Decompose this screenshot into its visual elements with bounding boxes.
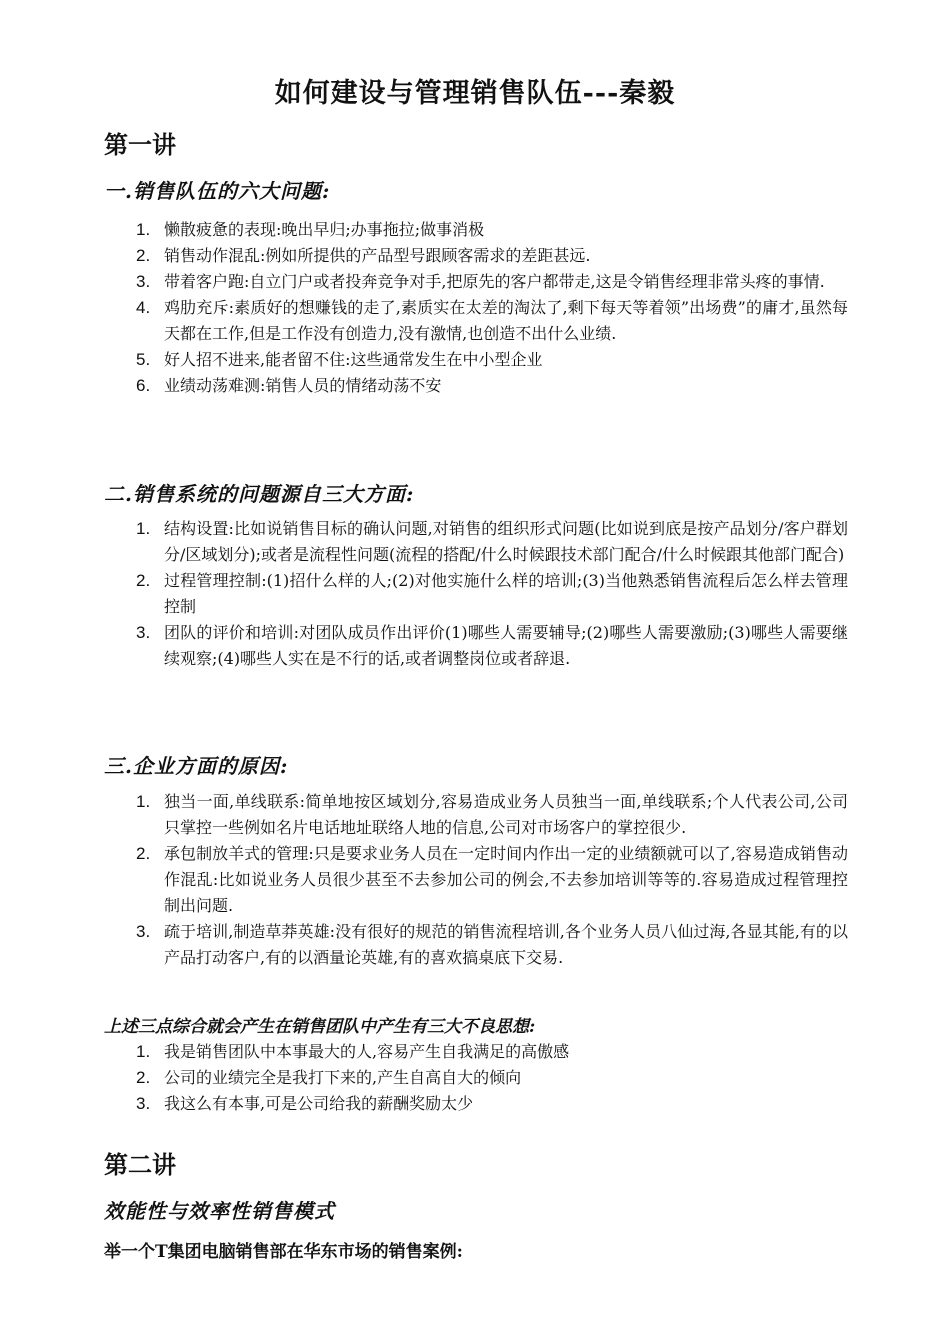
list-item: 3. 我这么有本事,可是公司给我的薪酬奖励太少 [136,1094,474,1113]
list-item: 1. 懒散疲惫的表现:晚出早归;办事拖拉;做事消极 [136,220,485,239]
list-item: 2. 过程管理控制:(1)招什么样的人;(2)对他实施什么样的培训;(3)当他熟悉销售流程后怎么样去管理控制 [136,571,848,616]
list-item: 2. 销售动作混乱:例如所提供的产品型号跟顾客需求的差距甚远. [136,246,591,265]
lecture-2-heading: 第二讲 [104,1150,176,1179]
section-1-heading: 一.销售队伍的六大问题: [104,179,331,203]
section-1-list [136,217,848,399]
list-item: 1. 结构设置:比如说销售目标的确认问题,对销售的组织形式问题(比如说到底是按产品划分/客户群划分/区域划分);或者是流程性问题(流程的搭配/什么时候跟技术部门配合/什么时候跟其他部门配合) [136,519,848,564]
section-3-list [136,789,848,971]
lecture-2-subtitle: 效能性与效率性销售模式 [104,1199,335,1223]
list-item: 3. 疏于培训,制造草莽英雄:没有很好的规范的销售流程培训,各个业务人员八仙过海,各显其能,有的以产品打动客户,有的以酒量论英雄,有的喜欢搞桌底下交易. [136,922,848,967]
list-item: 4. 鸡肋充斥:素质好的想赚钱的走了,素质实在太差的淘汰了,剩下每天等着领”出场费”的庸才,虽然每天都在工作,但是工作没有创造力,没有激情,也创造不出什么业绩. [136,298,848,343]
lecture-1-heading: 第一讲 [104,130,176,159]
summary-list [136,1039,848,1117]
section-3-heading: 三.企业方面的原因: [104,754,289,778]
list-item: 1. 独当一面,单线联系:简单地按区域划分,容易造成业务人员独当一面,单线联系;个人代表公司,公司只掌控一些例如名片电话地址联络人地的信息,公司对市场客户的掌控很少. [136,792,848,837]
section-2-list [136,516,848,672]
list-item: 3. 带着客户跑:自立门户或者投奔竞争对手,把原先的客户都带走,这是令销售经理非常头疼的事情. [136,272,825,291]
section-2-heading: 二.销售系统的问题源自三大方面: [104,482,415,506]
list-item: 6. 业绩动荡难测:销售人员的情绪动荡不安 [136,376,442,395]
list-item: 1. 我是销售团队中本事最大的人,容易产生自我满足的高傲感 [136,1042,570,1061]
summary-heading: 上述三点综合就会产生在销售团队中产生有三大不良思想: [104,1017,536,1037]
list-item: 3. 团队的评价和培训:对团队成员作出评价(1)哪些人需要辅导;(2)哪些人需要激励;(3)哪些人需要继续观察;(4)哪些人实在是不行的话,或者调整岗位或者辞退. [136,623,848,668]
document-title: 如何建设与管理销售队伍---秦毅 [274,78,676,109]
lecture-2-intro: 举一个T集团电脑销售部在华东市场的销售案例: [104,1242,463,1262]
list-item: 2. 承包制放羊式的管理:只是要求业务人员在一定时间内作出一定的业绩额就可以了,容易造成销售动作混乱:比如说业务人员很少甚至不去参加公司的例会,不去参加培训等等的.容易造成过程管理控制出问题. [136,844,848,915]
list-item: 5. 好人招不进来,能者留不住:这些通常发生在中小型企业 [136,350,543,369]
list-item: 2. 公司的业绩完全是我打下来的,产生自高自大的倾向 [136,1068,522,1087]
